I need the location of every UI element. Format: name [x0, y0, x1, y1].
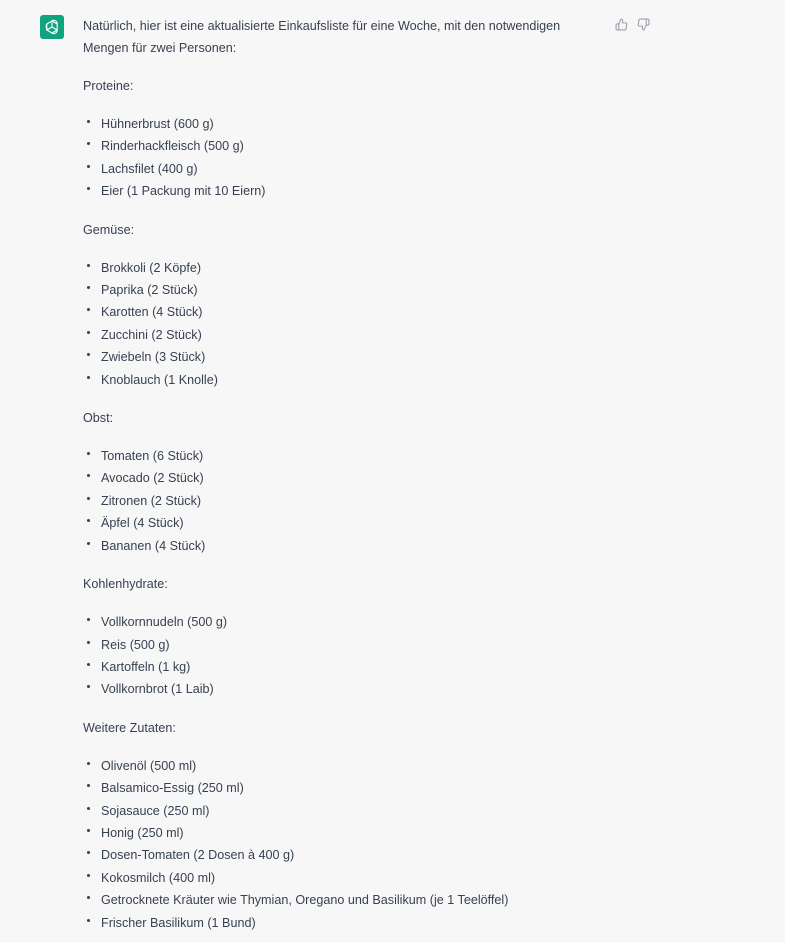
intro-text: Natürlich, hier ist eine aktualisierte Einkaufsliste für eine Woche, mit den notwendigen Mengen für zwei Personen:	[83, 19, 561, 55]
section-heading: Proteine:	[83, 79, 134, 93]
list-item: Zwiebeln (3 Stück)	[83, 346, 583, 368]
list-item: Vollkornbrot (1 Laib)	[83, 678, 583, 700]
list-item: Kokosmilch (400 ml)	[83, 867, 583, 889]
list-item: Avocado (2 Stück)	[83, 467, 583, 489]
list-item: Vollkornnudeln (500 g)	[83, 611, 583, 633]
list-item: Balsamico-Essig (250 ml)	[83, 777, 583, 799]
section-heading: Weitere Zutaten:	[83, 720, 176, 735]
list-item: Lachsfilet (400 g)	[83, 158, 583, 180]
list-item: Rinderhackfleisch (500 g)	[83, 135, 583, 157]
list-item: Bananen (4 Stück)	[83, 535, 583, 557]
message-actions	[614, 17, 650, 31]
list-item: Karotten (4 Stück)	[83, 301, 583, 323]
list-item: Äpfel (4 Stück)	[83, 512, 583, 534]
thumbs-down-button[interactable]	[636, 17, 650, 31]
list-item: Kartoffeln (1 kg)	[83, 656, 583, 678]
section-heading: Kohlenhydrate:	[83, 577, 168, 592]
item-list	[83, 755, 583, 934]
list-item: Knoblauch (1 Knolle)	[83, 369, 583, 391]
list-item: Zitronen (2 Stück)	[83, 490, 583, 512]
item-list	[83, 113, 583, 203]
assistant-avatar	[40, 15, 64, 39]
list-item: Tomaten (6 Stück)	[83, 445, 583, 467]
item-list	[83, 257, 583, 391]
message-content	[83, 15, 583, 934]
thumbs-down-icon	[637, 18, 650, 31]
shopping-list	[83, 75, 583, 934]
list-item: Brokkoli (2 Köpfe)	[83, 257, 583, 279]
list-item: Sojasauce (250 ml)	[83, 800, 583, 822]
list-item: Honig (250 ml)	[83, 822, 583, 844]
list-item: Dosen-Tomaten (2 Dosen à 400 g)	[83, 844, 583, 866]
thumbs-up-button[interactable]	[614, 17, 628, 31]
openai-logo-icon	[43, 18, 61, 36]
list-item: Olivenöl (500 ml)	[83, 755, 583, 777]
item-list	[83, 445, 583, 557]
list-item: Reis (500 g)	[83, 634, 583, 656]
item-list	[83, 611, 583, 701]
thumbs-up-icon	[615, 18, 628, 31]
list-item: Getrocknete Kräuter wie Thymian, Oregano und Basilikum (je 1 Teelöffel)	[83, 889, 583, 911]
list-item: Hühnerbrust (600 g)	[83, 113, 583, 135]
list-item: Eier (1 Packung mit 10 Eiern)	[83, 180, 583, 202]
list-item: Frischer Basilikum (1 Bund)	[83, 912, 583, 934]
section-heading: Obst:	[83, 411, 114, 426]
list-item: Paprika (2 Stück)	[83, 279, 583, 301]
section-heading: Gemüse:	[83, 222, 135, 237]
list-item: Zucchini (2 Stück)	[83, 324, 583, 346]
